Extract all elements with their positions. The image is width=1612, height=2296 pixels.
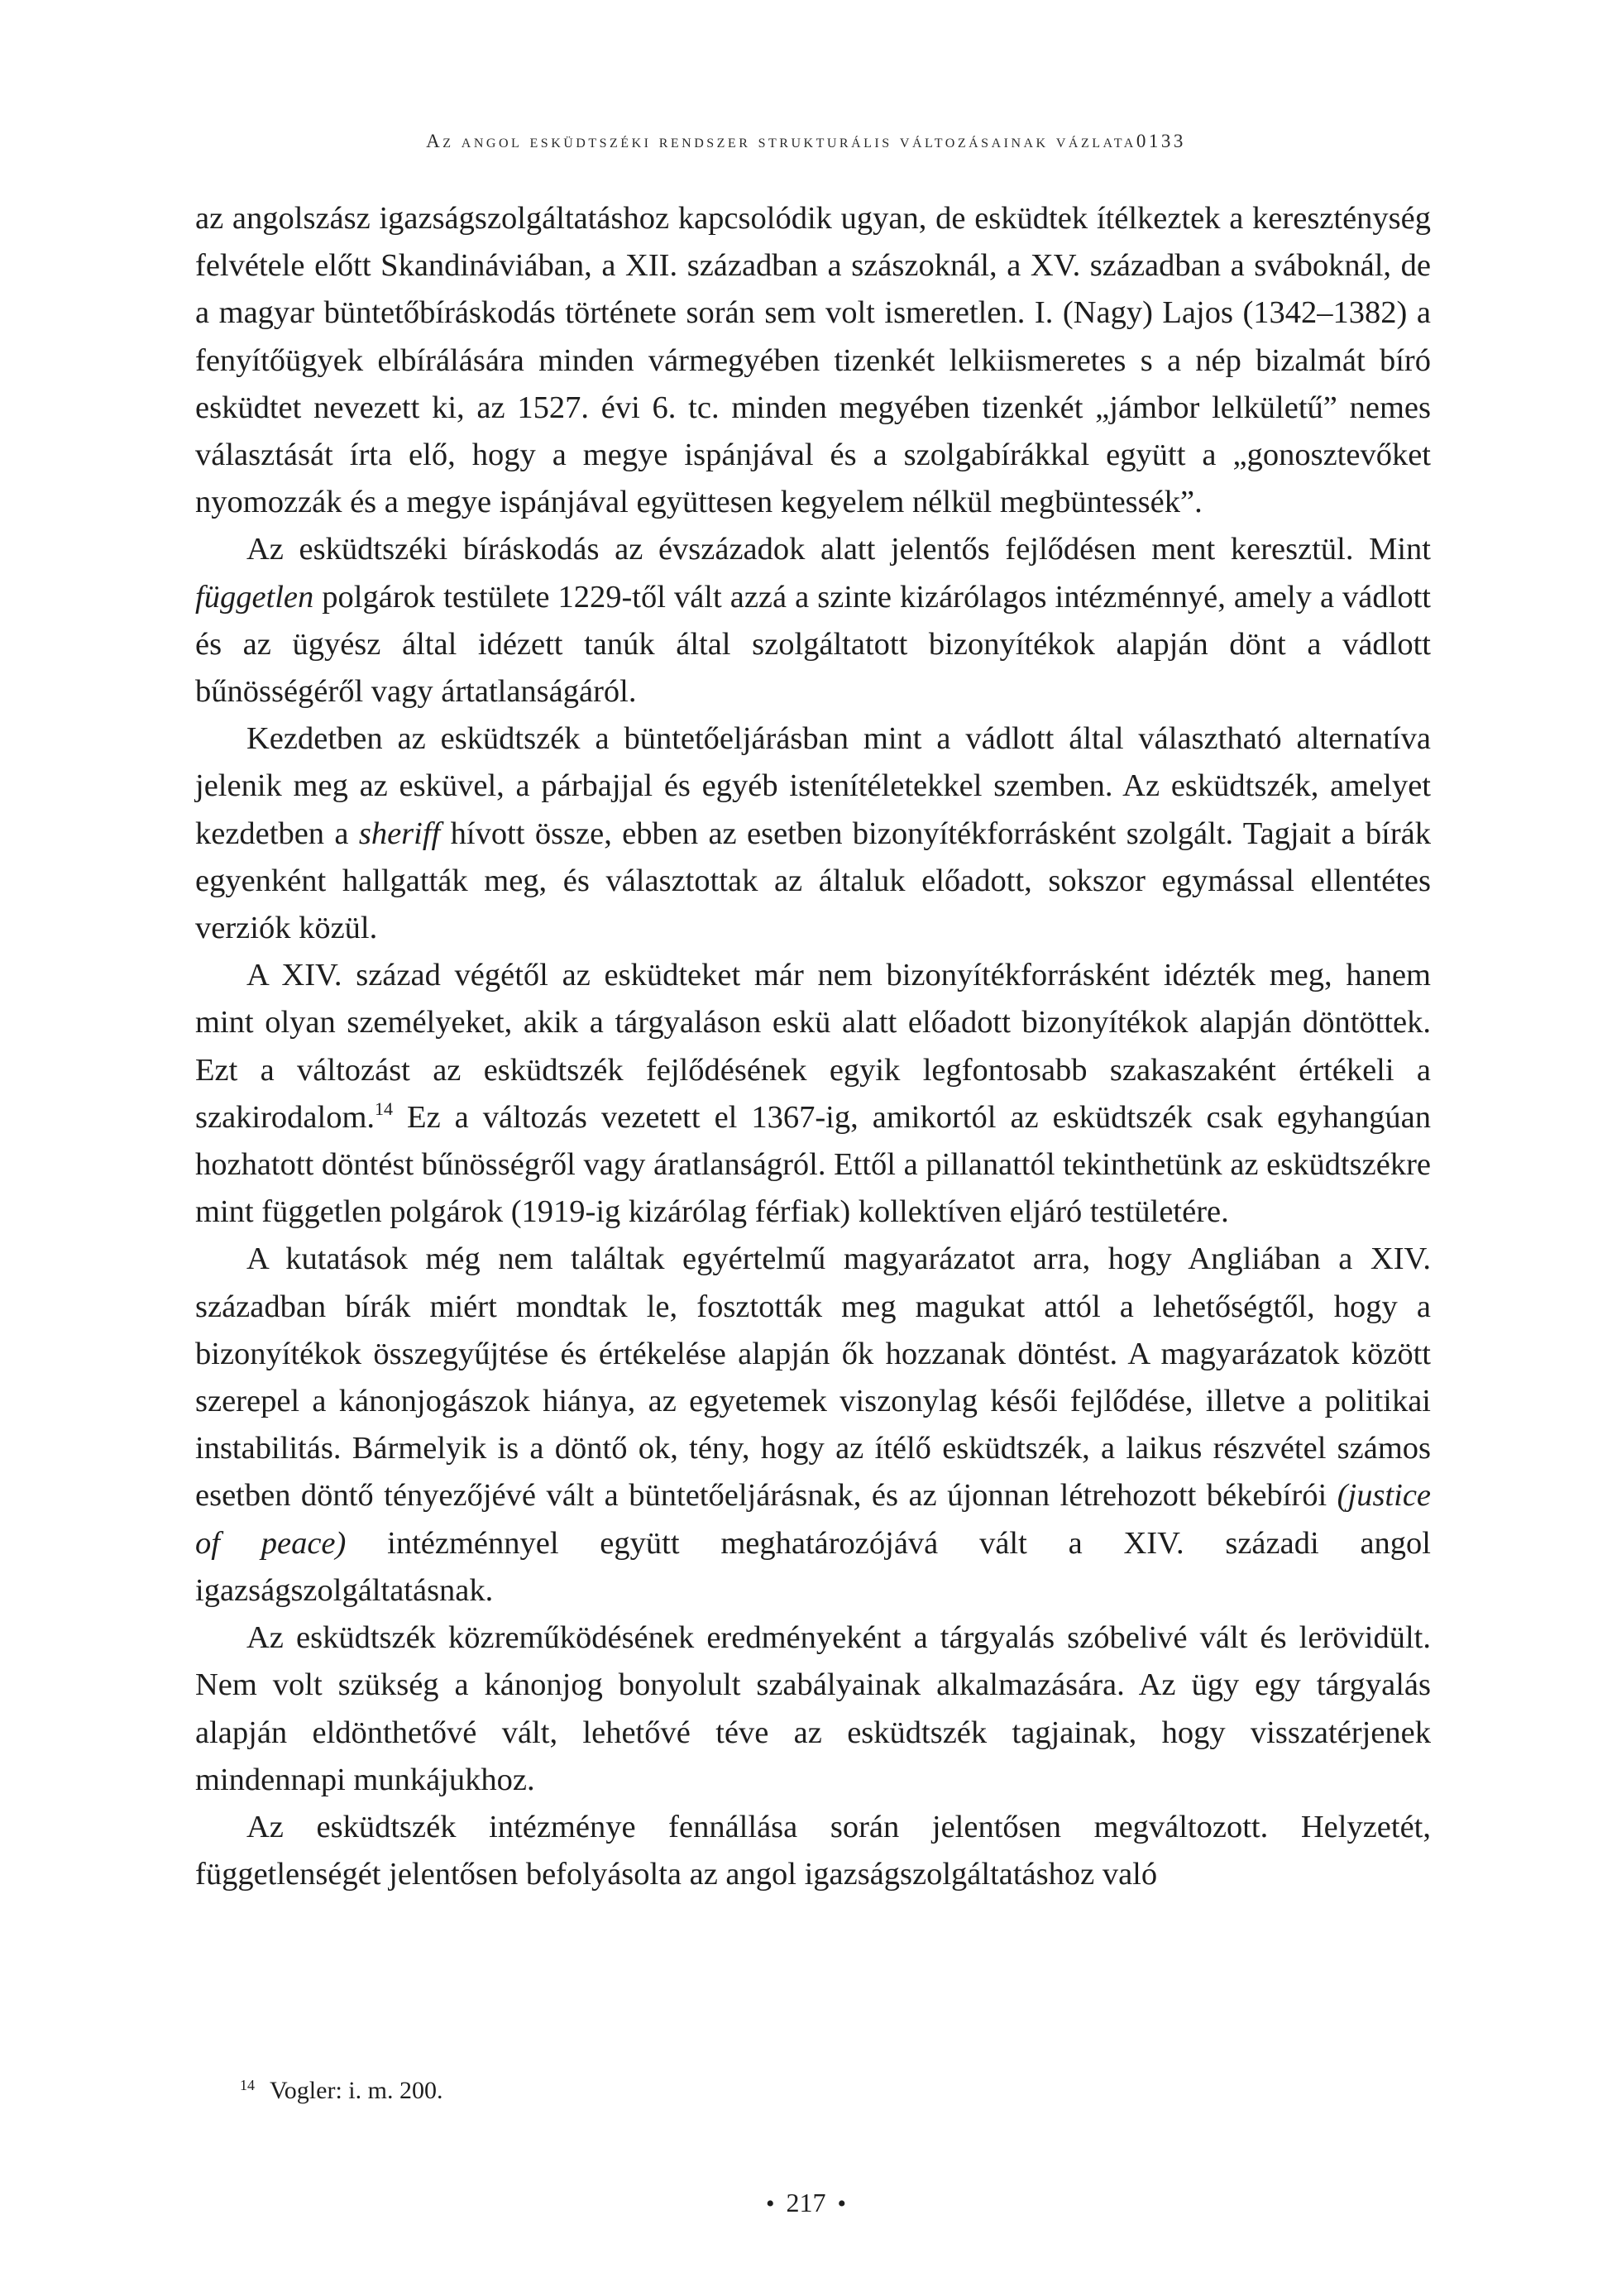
folio-number: 217 xyxy=(786,2188,826,2217)
paragraph-2-part-b: polgárok testülete 1229-től vált azzá a szinte kizárólagos intézménnyé, amely a vádlott és az ügyész által idézett tanúk által szolgáltatott bizonyítékok alapján dönt a vádlott bűnösségéről vagy ártatlanságáról. xyxy=(195,579,1431,710)
paragraph-5-part-b: intézménnyel együtt meghatározójává vált a XIV. századi angol igazságszolgáltatásnak. xyxy=(195,1525,1431,1608)
body-text xyxy=(195,195,1431,1898)
paragraph-3-part-a: Kezdetben az esküdtszék a büntetőeljárásban mint a vádlott által választható alternatíva jelenik meg az esküvel, a párbajjal és egyéb istenítéletekkel szemben. Az esküdtszék, amelyet kezdetben a xyxy=(195,721,1431,851)
footnote-reference-14[interactable]: 14 xyxy=(375,1098,394,1119)
footnote xyxy=(240,2074,442,2107)
folio-left-bullet: • xyxy=(765,2190,775,2217)
italic-term-justice-of-peace: (justice of peace) xyxy=(195,1478,1431,1561)
paragraph-4-part-b: Ez a változás vezetett el 1367-ig, amikortól az esküdtszék csak egyhangúan hozhatott döntést bűnösségről vagy áratlanságról. Ettől a pillanattól tekinthetünk az esküdtszékre mint független polgárok (1919-ig kizárólag férfiak) kollektíven eljáró testületére. xyxy=(195,1099,1431,1230)
folio-right-bullet: • xyxy=(837,2190,847,2217)
paragraph-4 xyxy=(195,952,1431,1236)
paragraph-4-part-a: A XIV. század végétől az esküdteket már nem bizonyítékforrásként idézték meg, hanem mint olyan személyeket, akik a tárgyaláson eskü alatt előadott bizonyítékok alapján döntöttek. Ezt a változást az esküdtszék fejlődésének egyik legfontosabb szakaszaként értékeli a szakirodalom. xyxy=(195,958,1431,1135)
paragraph-3 xyxy=(195,715,1431,952)
italic-term-sheriff: sheriff xyxy=(358,816,441,851)
paragraph-5-part-a: A kutatások még nem találtak egyértelmű magyarázatot arra, hogy Angliában a XIV. században bírák miért mondtak le, fosztották meg magukat attól a lehetőségtől, hogy a bizonyítékok összegyűjtése és értékelése alapján ők hozzanak döntést. A magyarázatok között szerepel a kánonjogászok hiánya, az egyetemek viszonylag késői fejlődése, illetve a politikai instabilitás. Bármelyik is a döntő ok, tény, hogy az ítélő esküdtszék, a laikus részvétel számos esetben döntő tényezőjévé vált a büntetőeljárásnak, és az újonnan létrehozott békebírói xyxy=(195,1241,1431,1514)
paragraph-2-part-a: Az esküdtszéki bíráskodás az évszázadok alatt jelentős fejlődésen ment keresztül. Mint xyxy=(246,532,1431,567)
paragraph-7: Az esküdtszék intézménye fennállása során jelentősen megváltozott. Helyzetét, függetlenségét jelentősen befolyásolta az angol igazságszolgáltatáshoz való xyxy=(195,1809,1431,1892)
paragraph-3-part-b: hívott össze, ebben az esetben bizonyítékforrásként szolgált. Tagjait a bírák egyenként hallgatták meg, és választottak az általuk előadott, sokszor egymással ellentétes verziók közül. xyxy=(195,816,1432,946)
running-head: Az angol esküdtszéki rendszer strukturális változásainak vázlata0133 xyxy=(426,131,1186,151)
italic-term-fuggetlen: független xyxy=(195,579,314,615)
page-number xyxy=(0,2188,1612,2218)
paragraph-6: Az esküdtszék közreműködésének eredményeként a tárgyalás szóbelivé vált és lerövidült. Nem volt szükség a kánonjog bonyolult szabályainak alkalmazására. Az ügy egy tárgyalás alapján eldönthetővé vált, lehetővé téve az esküdtszék tagjainak, hogy visszatérjenek mindennapi munkájukhoz. xyxy=(195,1620,1431,1797)
footnote-text: Vogler: i. m. 200. xyxy=(270,2077,443,2104)
paragraph-1: az angolszász igazságszolgáltatáshoz kapcsolódik ugyan, de esküdtek ítélkeztek a kereszténység felvétele előtt Skandináviában, a XII. században a szászoknál, a XV. században a sváboknál, de a magyar büntetőbíráskodás története során sem volt ismeretlen. I. (Nagy) Lajos (1342–1382) a fenyítőügyek elbírálására minden vármegyében tizenkét lelkiismeretes s a nép bizalmát bíró esküdtet nevezett ki, az 1527. évi 6. tc. minden megyében tizenkét „jámbor lelkületű” nemes választását írta elő, hogy a megye ispánjával és a szolgabírákkal együtt a „gonosztevőket nyomozzák és a megye ispánjával együttesen kegyelem nélkül megbüntessék”. xyxy=(195,201,1431,520)
footnote-number: 14 xyxy=(240,2077,255,2093)
paragraph-5 xyxy=(195,1236,1431,1614)
paragraph-2 xyxy=(195,526,1431,715)
